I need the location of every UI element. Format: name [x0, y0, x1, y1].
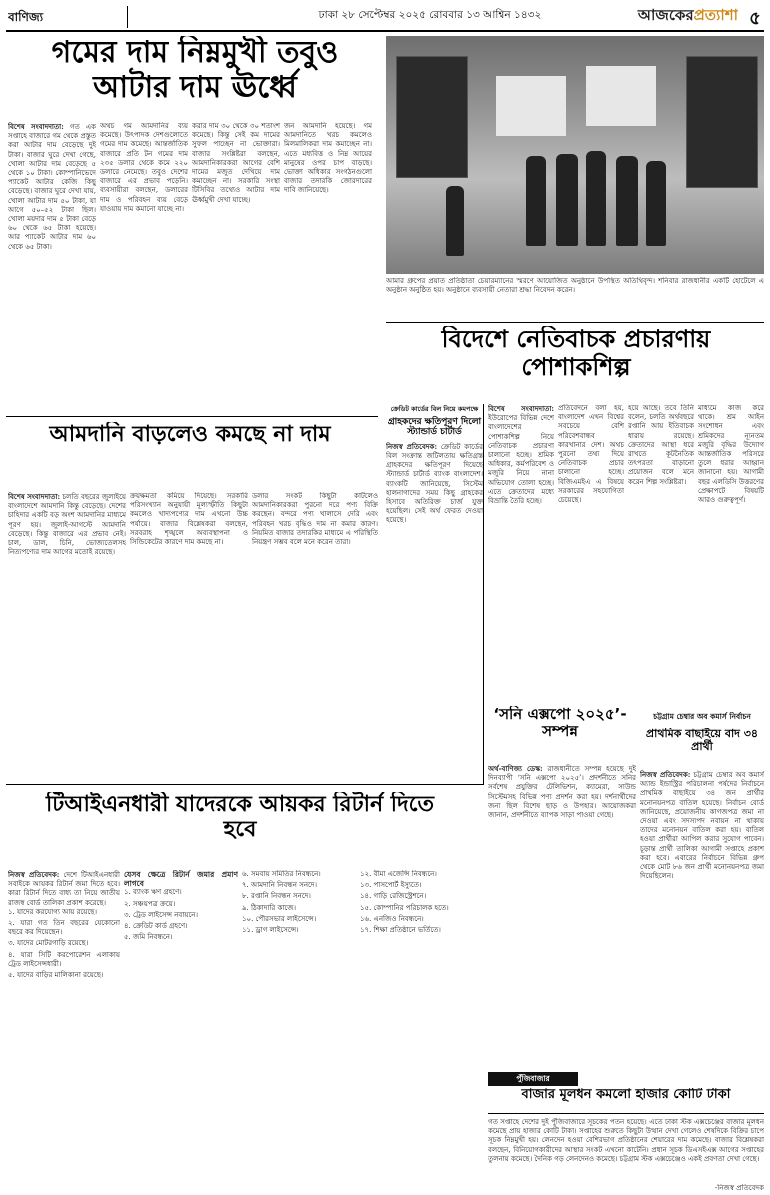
credit-small-head: ক্রেডিট কার্ডের বিল নিয়ে কমপক্ষে: [390, 405, 479, 413]
chamber-headline: প্রাথমিক বাছাইয়ে বাদ ৩৪ প্রার্থী: [645, 728, 759, 753]
market-byline: -নিজস্ব প্রতিবেদক: [714, 1184, 764, 1192]
article3-col1-text: ইউরোপের বিভিন্ন দেশে বাংলাদেশের পোশাকশিল্প নিয়ে নেতিবাচক প্রচারণা চালানো হচ্ছে। শ্রমিক অধিকার, কর্মপরিবেশ ও মজুরি নিয়ে নানা অভিযোগ তোলা হচ্ছে। এতে ক্রেতাদের মধ্যে বিভ্রান্তি তৈরি হচ্ছে।: [488, 414, 554, 506]
photo-person: [446, 186, 464, 256]
article4-col2: [124, 870, 238, 1190]
chamber-lead: নিজস্ব প্রতিবেদক:: [640, 770, 691, 779]
article4-col4: [360, 870, 482, 1190]
chamber-body-text: চট্টগ্রাম চেম্বার অব কমার্স অ্যান্ড ইন্ডাস্ট্রির পরিচালনা পর্ষদের নির্বাচনে প্রাথমিক বাছাইয়ে ৩৪ জন প্রার্থীর মনোনয়নপত্র বাতিল হয়েছে। নির্বাচন বোর্ড জানিয়েছে, প্রয়োজনীয় কাগজপত্র জমা না দেওয়া এবং সদস্যপদ নবায়ন না থাকায় তাদের মনোনয়ন বাতিল করা হয়। বাতিল হওয়া প্রার্থীরা আপিল করার সুযোগ পাবেন। চূড়ান্ত প্রার্থী তালিকা আগামী সপ্তাহে প্রকাশ করা হবে। এবারের নির্বাচনে বিভিন্ন গ্রুপ থেকে মোট ৮৬ জন প্রার্থী মনোনয়নপত্র জমা দিয়েছিলেন।: [640, 771, 764, 881]
section-label: বাণিজ্য: [8, 6, 128, 28]
article3-col4: মাধ্যমে কাজ করে থাকে। শ্রম আইন সংশোধন এবং শ্রমিকদের ন্যূনতম মজুরি বৃদ্ধির উদ্যোগ আন্তর্জাতিক পরিসরে তুলে ধরার আহ্বান জানানো হয়। আগামী বছর এলডিসি উত্তরণের প্রেক্ষাপটে বিষয়টি আরও গুরুত্বপূর্ণ।: [698, 404, 764, 505]
article3-col2: প্রতিবেদনে বলা হয়, বাংলাদেশ এখন বিশ্বের সবচেয়ে বেশি পরিবেশবান্ধব কারখানার দেশ। অথচ পুরনো তথ্য দিয়ে নেতিবাচক প্রচার চালানো হচ্ছে। বিজিএমইএ এ বিষয়ে সরকারের সহযোগিতা চেয়েছে।: [558, 404, 624, 505]
list-item: ২. সঞ্চয়পত্র ক্রয়ে।: [124, 899, 176, 908]
list-item: ৫. যাদের বাড়ির মালিকানা রয়েছে।: [8, 971, 104, 980]
header-rule: [6, 30, 764, 32]
article3-lead: বিশেষ সংবাদদাতা:: [488, 404, 554, 413]
photo-person: [616, 156, 638, 246]
list-item: ৬. সমবায় সমিতির নিবন্ধনে।: [242, 870, 321, 878]
article2-col1-text: চলতি বছরের জুলাইয়ে বাংলাদেশে আমদানি কিন্তু বেড়েছে। দেশের চাহিদার একটি বড় অংশ আমদানির মাধ্যমে পূরণ হয়। জুলাই-আগস্টে আমদানি বেড়েছে। কিন্তু বাজারে এর প্রভাব নেই। চাল, ডাল, চিনি, ভোজ্যতেলসহ নিত্যপণ্যের দাম আগের মতোই রয়েছে।: [8, 493, 126, 557]
list-item: ১৬. এনজিও নিবন্ধনে।: [360, 914, 424, 923]
article3-col1: [488, 404, 554, 704]
page-number: ৫: [749, 8, 761, 28]
sony-body: [488, 764, 636, 1068]
list-item: ৪. যারা সিটি করপোরেশন এলাকায় ট্রেড লাইসেন্সধারী।: [8, 950, 120, 968]
list-item: ১৩. পাসপোর্ট ইস্যুতে।: [360, 881, 422, 890]
article3-headline: বিদেশে নেতিবাচক প্রচারণায় পোশাকশিল্প: [441, 326, 711, 381]
article4-col2-list: [124, 888, 238, 942]
article4-headline: টিআইএনধারী যাদেরকে আয়কর রিটার্ন দিতে হবে: [46, 792, 434, 843]
list-item: ৭. আমদানি নিবন্ধন সনদে।: [242, 881, 317, 890]
article4-col1: [8, 870, 120, 1190]
chamber-body: [640, 770, 764, 1068]
photo-caption: আমার গ্রুপের প্রয়াত প্রতিষ্ঠাতা চেয়ারম্যানের স্মরণে আয়োজিত অনুষ্ঠানে উপস্থিত অতিথিবৃন্দ। শনিবার রাজধানীর একটি হোটেলে এ অনুষ্ঠান অনুষ্ঠিত হয়। অনুষ্ঠানে ব্যবসায়ী নেতারা শ্রদ্ধা নিবেদন করেন।: [386, 277, 764, 294]
article1-col3: করার দাম ৩০ থেকে ৩০ শতাংশ কমেছে। কিন্তু সেই কম দামের সুফল পাচ্ছেন না ভোক্তারা। বাজার সংশ্লিষ্টরা বলছেন, আমদানিকারকরা আগের বেশি দামের মজুত দেখিয়ে দাম কমাচ্ছেন না। সরকারি সংস্থা টিসিবির তথ্যেও আটার দাম ঊর্ধ্বমুখী দেখা যাচ্ছে।: [192, 122, 280, 204]
list-item: ১. যাদের করযোগ্য আয় রয়েছে।: [8, 907, 97, 916]
list-item: ১. ব্যাংক ঋণ গ্রহণে।: [124, 888, 182, 897]
logo-main: আজকের: [637, 6, 694, 24]
article1-col4: জন আমদানি হয়েছে। গম আমদানিতে খরচ কমলেও মিলমালিকরা দাম কমাচ্ছেন না। এতে মধ্যবিত্ত ও নিম্ন আয়ের মানুষের ওপর চাপ বাড়ছে। ভোক্তা অধিকার সংগঠনগুলো বাজার তদারকি জোরদারের দাবি জানিয়েছে।: [284, 122, 372, 195]
photo-person: [556, 154, 578, 246]
article1-col2: অথচ গম আমদানির ব্যয় কমেছে। উৎপাদক দেশগুলোতে গমের দাম কমেছে। আন্তর্জাতিক বাজারে প্রতি টন গমের দাম ২৩৫ ডলার থেকে কমে ২২০ ডলারে নেমেছে। তবুও দেশের বাজারে এর প্রভাব পড়েনি। ব্যবসায়ীরা বলছেন, ডলারের দাম ও পরিবহন ব্যয় বেড়ে যাওয়ায় দাম কমানো যাচ্ছে না।: [100, 122, 188, 213]
newspaper-logo: [598, 4, 738, 28]
list-item: ৯. ঠিকাদারি কাজে।: [242, 903, 296, 912]
divider: [386, 322, 764, 323]
divider: [6, 416, 378, 417]
list-item: ১০. পৌরসভার লাইসেন্সে।: [242, 914, 317, 923]
photo-person: [646, 161, 666, 246]
list-item: ৮. রপ্তানি নিবন্ধন সনদে।: [242, 892, 311, 901]
article1-lead: বিশেষ সংবাদদাতা:: [8, 122, 64, 131]
market-headline: বাজার মূলধন কমলো হাজার কোটি টাকা: [488, 1088, 764, 1114]
article1-col1-text: গত এক সপ্তাহে বাজারে গম থেকে প্রস্তুত করা আটার দাম বেড়েছে দুই টাকা। বাজার ঘুরে দেখা গেছে, খোলা আটার দাম বেড়েছে ৫ থেকে ১০ টাকা। কোম্পানিভেদে প্যাকেট আটার কেজি কিছু বেড়েছে। বাজার ঘুরে দেখা যায়, খোলা আটার দাম ৫০ টাকা, যা আগে ৫০–৫২ টাকা ছিল। খোলা ময়দার দাম ৫ টাকা বেড়ে ৬০ থেকে ৬৫ টাকা হয়েছে। আর প্যাকেট আটার দাম ৬০ থেকে ৬৫ টাকা।: [8, 123, 96, 251]
photo-banner-right: [686, 56, 758, 188]
event-photo: [386, 36, 764, 274]
photo-screen-2: [586, 66, 656, 126]
credit-body-text: ক্রেডিট কার্ডের বিল সংক্রান্ত জটিলতায় ক্ষতিগ্রস্ত গ্রাহকদের ক্ষতিপূরণ দিয়েছে স্ট্যান্ডার্ড চার্টার্ড ব্যাংক বাংলাদেশ। ব্যাংকটি জানিয়েছে, সিস্টেম হালনাগাদের সময় কিছু গ্রাহকের হিসাবে অতিরিক্ত চার্জ যুক্ত হয়েছিল। সেই অর্থ ফেরত দেওয়া হয়েছে।: [386, 442, 483, 525]
photo-screen: [496, 76, 566, 136]
article4-col3-list: [242, 870, 356, 935]
list-item: ১২. বীমা এজেন্সি নিবন্ধনে।: [360, 870, 437, 878]
list-item: ২. যারা গত তিন বছরের যেকোনো বছরে কর দিয়েছেন।: [8, 919, 120, 937]
article4-col4-list: [360, 870, 482, 935]
article1-col1: [8, 122, 96, 412]
article3-col3: হয়ে আছে। তবে তিনি বলেন, চলতি অর্থবছরে রপ্তানি আয় ইতিবাচক ধারায় রয়েছে। ক্রেতাদের আস্থা ধরে রাখতে কূটনৈতিক তৎপরতা বাড়ানো প্রয়োজন বলে মনে করেন শিল্প সংশ্লিষ্টরা।: [628, 404, 694, 486]
divider: [6, 784, 484, 785]
article4-intro: দেশে টিআইএনধারী সবাইকে আয়কর রিটার্ন জমা দিতে হবে। কারা রিটার্ন দিতে বাধ্য তা নিয়ে জাতীয় রাজস্ব বোর্ড তালিকা প্রকাশ করেছে।: [8, 871, 120, 907]
credit-lead: নিজস্ব প্রতিবেদক:: [386, 441, 438, 451]
logo-accent: প্রত্যাশা: [693, 6, 738, 24]
article4-lead: নিজস্ব প্রতিবেদক:: [8, 870, 60, 879]
market-kicker: পুঁজিবাজার: [488, 1072, 578, 1086]
list-item: ৪. ক্রেডিট কার্ড গ্রহণে।: [124, 922, 188, 931]
list-item: ১১. ড্রাগ লাইসেন্সে।: [242, 926, 299, 935]
list-item: ৫. জমি নিবন্ধনে।: [124, 933, 173, 942]
article1-headline: গমের দাম নিম্নমুখী তবুও আটার দাম ঊর্ধ্বে: [51, 36, 339, 105]
sony-body-text: রাজধানীতে সম্পন্ন হয়েছে দুই দিনব্যাপী ‘সনি এক্সপো ২০২৫’। প্রদর্শনীতে সনির সর্বশেষ প্রযুক্তির টেলিভিশন, ক্যামেরা, সাউন্ড সিস্টেমসহ বিভিন্ন পণ্য প্রদর্শন করা হয়। দর্শনার্থীদের জন্য ছিল বিশেষ ছাড় ও উপহার। আয়োজকরা জানান, প্রদর্শনীতে ব্যাপক সাড়া পাওয়া গেছে।: [488, 765, 636, 820]
article2-col1: [8, 492, 126, 776]
article2-lead: বিশেষ সংবাদদাতা:: [8, 492, 61, 501]
sony-lead: অর্থ-বাণিজ্য ডেস্ক:: [488, 764, 543, 773]
market-body: গত সপ্তাহে দেশের দুই পুঁজিবাজারে সূচকের পতন হয়েছে। এতে ঢাকা স্টক এক্সচেঞ্জের বাজার মূলধন কমেছে প্রায় হাজার কোটি টাকা। সপ্তাহের শুরুতে কিছুটা উত্থান দেখা গেলেও শেষদিকে বিক্রির চাপে সূচক নিম্নমুখী হয়। লেনদেন হওয়া বেশিরভাগ প্রতিষ্ঠানের শেয়ারের দাম কমেছে। বাজার বিশ্লেষকরা বলছেন, বিনিয়োগকারীদের আস্থার সংকট এখনো কাটেনি। প্রধান সূচক ডিএসইএক্স আগের সপ্তাহের তুলনায় কমেছে। দৈনিক গড় লেনদেনও কমেছে। চট্টগ্রাম স্টক এক্সচেঞ্জেও একই প্রবণতা দেখা গেছে।: [488, 1118, 764, 1163]
article4-col2-head: যেসব ক্ষেত্রে রিটার্ন জমার প্রমাণ লাগবে: [124, 870, 238, 889]
list-item: ১৪. গাড়ি রেজিস্ট্রেশনে।: [360, 892, 427, 901]
credit-box: [386, 404, 484, 784]
credit-body: [386, 442, 483, 526]
list-item: ১৫. কোম্পানির পরিচালক হতে।: [360, 903, 449, 912]
date-line: ঢাকা ২৮ সেপ্টেম্বর ২০২৫ রোববার ১৩ আশ্বিন ১৪৩২: [318, 9, 542, 21]
photo-banner-left: [396, 56, 468, 178]
article4-col3: [242, 870, 356, 1190]
chamber-small-head: চট্টগ্রাম চেম্বার অব কমার্স নির্বাচন: [653, 712, 751, 721]
article4-col1-list: [8, 908, 120, 980]
photo-person: [586, 151, 606, 246]
sony-headline: ‘সনি এক্সপো ২০২৫’-সম্পন্ন: [493, 706, 627, 741]
photo-person: [526, 156, 546, 246]
list-item: ৩. ট্রেড লাইসেন্স নবায়নে।: [124, 910, 198, 919]
article2-col2: ক্রয়ক্ষমতা কমিয়ে দিয়েছে। সরকারি পরিসংখ্যান অনুযায়ী মূল্যস্ফীতি কিছুটা কমলেও খাদ্যপণ্যের দাম এখনো উচ্চ পর্যায়ে। বাজার বিশ্লেষকরা বলছেন, সরবরাহ শৃঙ্খলে অব্যবস্থাপনা ও সিন্ডিকেটের কারণে দাম কমছে না।: [130, 492, 248, 547]
article2-col3: ডলার সংকট কিছুটা কাটলেও আমদানিকারকরা পুরনো দরে পণ্য বিক্রি করছেন। বন্দরে পণ্য খালাসে দেরি এবং পরিবহন খরচ বৃদ্ধিও দাম না কমার কারণ। নিয়মিত বাজার তদারকির মাধ্যমে এ পরিস্থিতি নিয়ন্ত্রণ সম্ভব বলে মনে করেন তারা।: [252, 492, 378, 547]
list-item: ৩. যাদের মোটরগাড়ি রয়েছে।: [8, 939, 89, 948]
list-item: ১৭. শিক্ষা প্রতিষ্ঠানে ভর্তিতে।: [360, 926, 441, 935]
credit-headline: গ্রাহকদের ক্ষতিপূরণ দিলো স্ট্যান্ডার্ড চার্টার্ড: [387, 417, 482, 438]
article2-headline: আমদানি বাড়লেও কমছে না দাম: [49, 422, 331, 447]
